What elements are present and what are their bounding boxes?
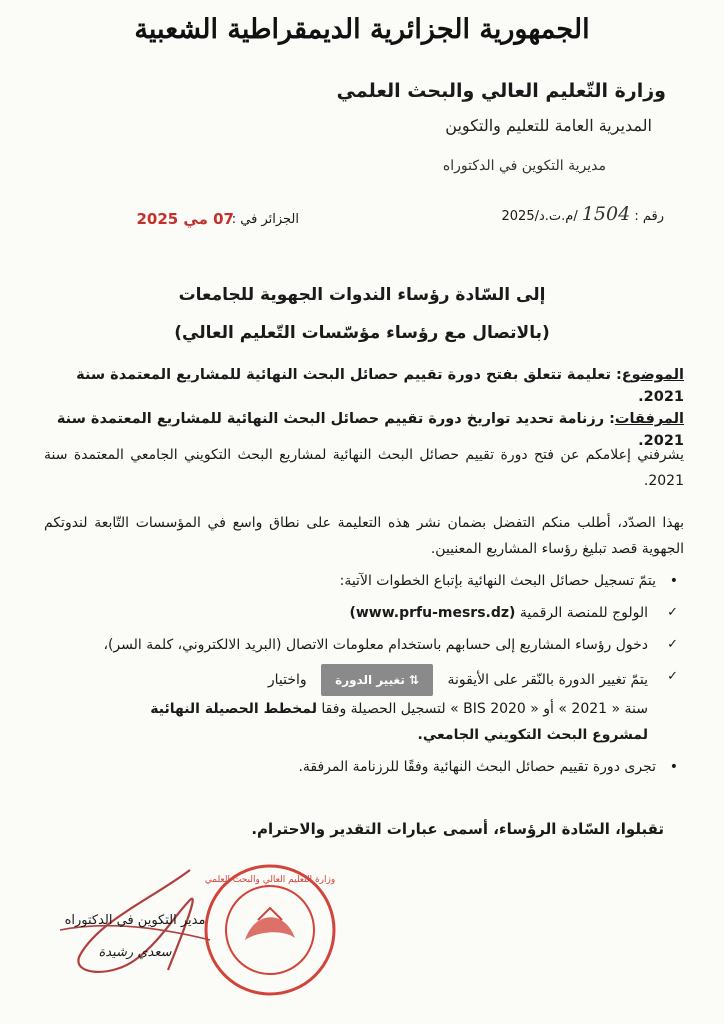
- list-item: • تجرى دورة تقييم حصائل البحث النهائية وفقًا للرزنامة المرفقة.: [44, 754, 684, 780]
- step-3-choose: واختيار: [267, 672, 307, 688]
- step-3-text: يتمّ تغيير الدورة بالنّقر على الأيقونة: [447, 672, 648, 688]
- closing-line: تقبلوا، السّادة الرؤساء، أسمى عبارات التقدير والاحترام.: [251, 820, 664, 838]
- signer-block: [60, 905, 210, 969]
- list-item: [44, 600, 684, 626]
- date-stamp: 07 مي 2025: [136, 210, 234, 228]
- sub-directorate-heading: مديرية التكوين في الدكتوراه: [442, 158, 606, 174]
- paragraph-1: يشرفني إعلامكم عن فتح دورة تقييم حصائل البحث النهائية لمشاريع البحث التكويني الجامعي المعتمدة سنة 2021.: [44, 447, 684, 489]
- directorate-heading: المديرية العامة للتعليم والتكوين: [445, 116, 652, 135]
- reference-number: [502, 203, 665, 225]
- reference-suffix: /م.ت.د/2025: [501, 209, 578, 224]
- addressee-block: [150, 276, 574, 352]
- reference-label: رقم :: [634, 209, 664, 224]
- ministry-heading: وزارة التّعليم العالي والبحث العلمي: [336, 80, 666, 102]
- paragraph-2: بهذا الصدّد، أطلب منكم التفضل بضمان نشر هذه التعليمة على نطاق واسع في المؤسسات التّابعة لندوتكم الجهوية قصد تبليغ رؤساء المشاريع المعنيين.: [44, 515, 684, 557]
- list-item: ✓ دخول رؤساء المشاريع إلى حسابهم باستخدام معلومات الاتصال (البريد الالكتروني، كلمة السر)،: [44, 632, 684, 658]
- list-item: • يتمّ تسجيل حصائل البحث النهائية بإتباع الخطوات الآتية:: [44, 568, 684, 594]
- step-1-text: الولوج للمنصة الرقمية: [519, 605, 648, 621]
- addressee-line-1: إلى السّادة رؤساء الندوات الجهوية للجامعات: [178, 285, 546, 305]
- signer-title: مدير التكوين في الدكتوراه: [64, 913, 206, 928]
- steps-list: [44, 568, 684, 780]
- seal-ring-text: وزارة التعليم العالي والبحث العلمي: [204, 875, 336, 885]
- attachments-label: المرفقات: [614, 411, 684, 427]
- list-item: [44, 664, 684, 748]
- place-label: الجزائر في :: [231, 212, 299, 227]
- step-3-line-2-bold: لمخطط الحصيلة النهائية: [150, 701, 317, 717]
- step-3-line-2: سنة « 2021 » أو « BIS 2020 » لتسجيل الحصيلة وفقا: [321, 701, 648, 717]
- signer-name: سعدي رشيدة: [98, 945, 172, 960]
- republic-heading: الجمهورية الجزائرية الديمقراطية الشعبية: [134, 14, 590, 45]
- platform-url[interactable]: (www.prfu-mesrs.dz): [349, 605, 516, 621]
- step-3-line-3: لمشروع البحث التكويني الجامعي.: [417, 727, 648, 743]
- change-cycle-button-image: ⇅ تغيير الدورة: [321, 664, 433, 696]
- addressee-line-2: (بالاتصال مع رؤساء مؤسّسات التّعليم العالي): [174, 323, 550, 343]
- subject-text: : تعليمة تتعلق بفتح دورة تقييم حصائل البحث النهائية للمشاريع المعتمدة سنة 2021.: [76, 367, 684, 405]
- subject-label: الموضوع: [621, 367, 684, 383]
- reference-handwritten-number: 1504: [581, 203, 631, 225]
- attachments-text: : رزنامة تحديد تواريخ دورة تقييم حصائل البحث النهائية للمشاريع المعتمدة سنة 2021.: [56, 411, 684, 449]
- subject-block: [34, 364, 684, 452]
- subject-line: [34, 364, 684, 408]
